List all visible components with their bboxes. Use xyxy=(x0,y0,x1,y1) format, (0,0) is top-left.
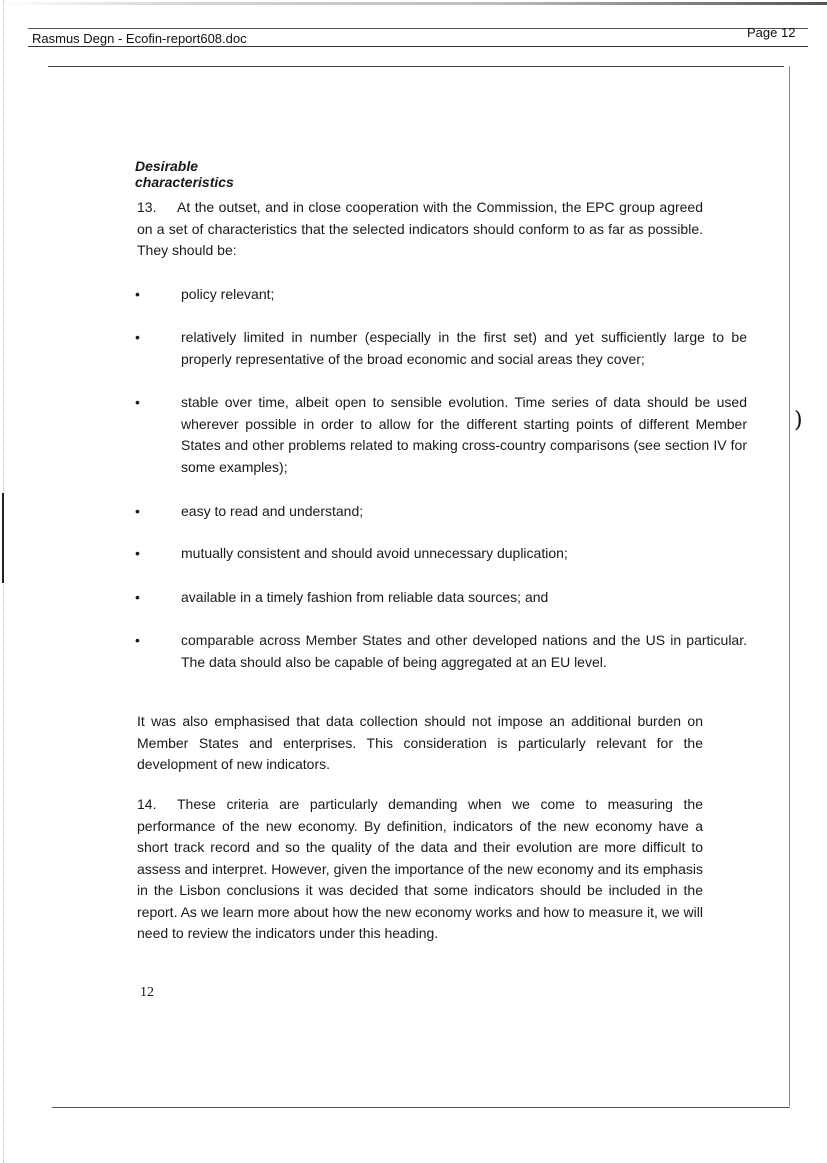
list-item-text: policy relevant; xyxy=(181,286,275,302)
scan-left-mark xyxy=(2,493,4,583)
header-rule-bottom xyxy=(28,46,808,47)
bullet-icon: • xyxy=(135,503,140,519)
margin-mark: ) xyxy=(794,408,803,433)
list-item-text: comparable across Member States and other developed nations and the US in particular. The data should also be capable of being aggregated at an EU level. xyxy=(181,632,747,670)
page-frame-right xyxy=(789,66,790,1106)
page-frame-bottom xyxy=(52,1107,790,1108)
list-item-text: relatively limited in number (especially in the first set) and yet sufficiently large to be properly representative of the broad economic and social areas they cover; xyxy=(181,329,747,367)
bullet-icon: • xyxy=(135,589,140,605)
paragraph-data-burden: It was also emphasised that data collection should not impose an additional burden on Member States and enterprises. This consideration is particularly relevant for the development of new indicators. xyxy=(137,713,703,772)
list-item-text: easy to read and understand; xyxy=(181,503,364,519)
list-item-text: mutually consistent and should avoid unnecessary duplication; xyxy=(181,545,568,561)
document-title: Rasmus Degn - Ecofin-report608.doc xyxy=(32,31,247,46)
scan-top-edge xyxy=(0,2,827,5)
paragraph-13 xyxy=(137,197,703,262)
bullet-icon: • xyxy=(135,545,140,561)
bullet-icon: • xyxy=(135,394,140,410)
section-heading: Desirable characteristics xyxy=(135,158,234,190)
page-frame-top xyxy=(48,66,784,67)
bullet-icon: • xyxy=(135,286,140,302)
list-item-text: available in a timely fashion from reliable data sources; and xyxy=(181,589,549,605)
paragraph-number: 14. xyxy=(137,796,157,812)
list-item-text: stable over time, albeit open to sensible evolution. Time series of data should be used wherever possible in order to allow for the different starting points of different Member States and other problems related to making cross-country comparisons (see section IV for some examples); xyxy=(181,394,747,475)
footer-page-number: 12 xyxy=(140,985,154,1000)
paragraph-text: These criteria are particularly demanding when we come to measuring the performance of the new economy. By definition, indicators of the new economy have a short track record and so the quality of the data and their evolution are more difficult to assess and interpret. However, given the importance of the new economy and its emphasis in the Lisbon conclusions it was decided that some indicators should be included in the report. As we learn more about how the new economy works and how to measure it, we will need to review the indicators under this heading. xyxy=(137,796,703,941)
header-rule-top xyxy=(28,28,808,29)
page-label: Page 12 xyxy=(747,25,796,40)
paragraph-number: 13. xyxy=(137,199,157,215)
bullet-icon: • xyxy=(135,632,140,648)
bullet-icon: • xyxy=(135,329,140,345)
paragraph-text: At the outset, and in close cooperation with the Commission, the EPC group agreed on a set of characteristics that the selected indicators should conform to as far as possible. They should be: xyxy=(137,199,703,258)
paragraph-14 xyxy=(137,794,703,945)
